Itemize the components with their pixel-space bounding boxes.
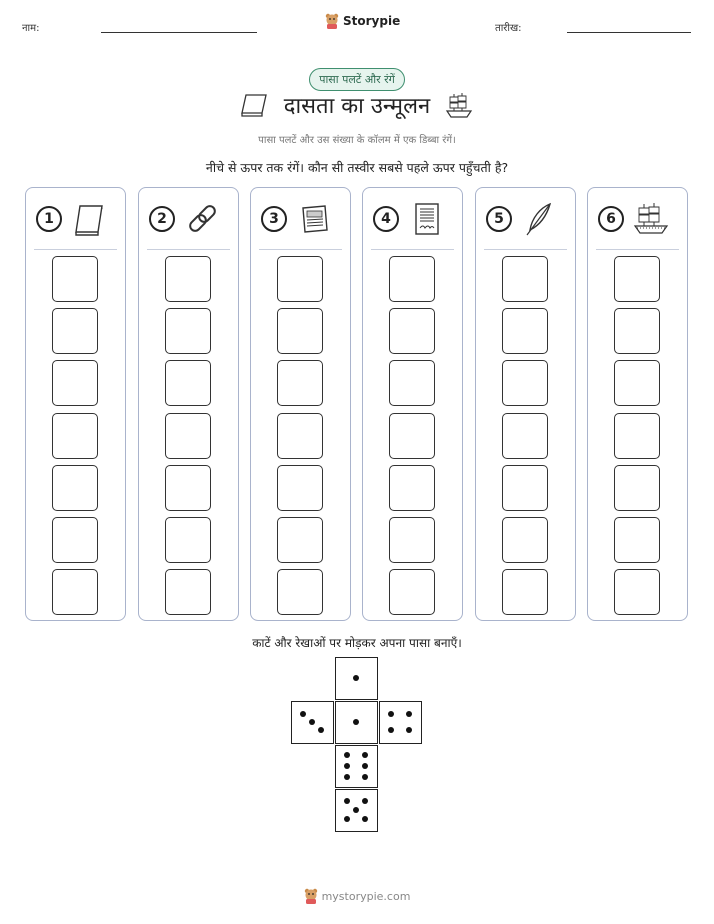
dice-instruction: काटें और रेखाओं पर मोड़कर अपना पासा बनाएँ।	[252, 636, 462, 650]
color-box[interactable]	[389, 569, 435, 615]
dice-pip	[344, 774, 350, 780]
column-divider	[484, 249, 567, 250]
dice-face-3	[291, 701, 334, 744]
color-box[interactable]	[52, 465, 98, 511]
dice-pip	[344, 763, 350, 769]
color-box[interactable]	[502, 517, 548, 563]
color-box[interactable]	[277, 517, 323, 563]
color-box[interactable]	[389, 465, 435, 511]
color-box[interactable]	[52, 517, 98, 563]
color-box[interactable]	[52, 569, 98, 615]
column-divider	[596, 249, 679, 250]
dice-face-6	[335, 745, 378, 788]
instruction-wrapper	[0, 157, 714, 176]
color-box[interactable]	[502, 569, 548, 615]
dice-pip	[344, 816, 350, 822]
page-title: दासता का उन्मूलन	[283, 94, 431, 119]
sailing-ship-icon	[444, 91, 474, 119]
column-number: 3	[261, 206, 287, 232]
color-box[interactable]	[389, 360, 435, 406]
chain-link-icon	[183, 200, 221, 238]
color-box[interactable]	[165, 465, 211, 511]
color-box[interactable]	[614, 308, 660, 354]
name-label: नाम:	[22, 23, 40, 34]
dice-pip	[300, 711, 306, 717]
color-box[interactable]	[165, 569, 211, 615]
color-box[interactable]	[277, 360, 323, 406]
column-divider	[371, 249, 454, 250]
column-3	[250, 187, 351, 621]
color-box[interactable]	[614, 517, 660, 563]
dice-pip	[362, 798, 368, 804]
brand-logo	[325, 13, 400, 29]
column-5	[475, 187, 576, 621]
color-box[interactable]	[614, 569, 660, 615]
dice-pip	[353, 807, 359, 813]
dice-face-1	[335, 657, 378, 700]
bear-mascot-icon	[304, 888, 318, 904]
subtitle: पासा पलटें और उस संख्या के कॉलम में एक डिब्बा रंगें।	[258, 135, 456, 146]
dice-pip	[362, 752, 368, 758]
column-number: 5	[486, 206, 512, 232]
color-box[interactable]	[52, 308, 98, 354]
dice-pip	[344, 752, 350, 758]
bear-mascot-icon	[325, 13, 339, 29]
column-number: 4	[373, 206, 399, 232]
footer	[0, 888, 714, 904]
subtitle-wrapper	[0, 128, 714, 147]
dice-pip	[362, 774, 368, 780]
brand-name: Storypie	[343, 14, 401, 28]
color-box[interactable]	[277, 308, 323, 354]
color-box[interactable]	[614, 465, 660, 511]
column-1	[25, 187, 126, 621]
color-box[interactable]	[165, 413, 211, 459]
color-box[interactable]	[277, 256, 323, 302]
column-number: 6	[598, 206, 624, 232]
color-box[interactable]	[389, 413, 435, 459]
topic-tag: पासा पलटें और रंगें	[309, 68, 405, 91]
color-box[interactable]	[502, 256, 548, 302]
dice-pip	[362, 763, 368, 769]
color-box[interactable]	[389, 308, 435, 354]
dice-instruction-wrapper	[0, 632, 714, 651]
color-box[interactable]	[614, 256, 660, 302]
book-icon	[240, 92, 270, 118]
column-number: 2	[149, 206, 175, 232]
dice-face-1	[335, 701, 378, 744]
dice-face-5	[335, 789, 378, 832]
column-divider	[34, 249, 117, 250]
newspaper-icon	[295, 200, 333, 238]
dice-pip	[344, 798, 350, 804]
color-box[interactable]	[277, 465, 323, 511]
dice-pip	[388, 727, 394, 733]
column-divider	[147, 249, 230, 250]
column-4	[362, 187, 463, 621]
dice-pip	[406, 711, 412, 717]
instruction-text: नीचे से ऊपर तक रंगें। कौन सी तस्वीर सबसे पहले ऊपर पहुँचती है?	[205, 160, 509, 175]
color-box[interactable]	[165, 517, 211, 563]
dice-pip	[406, 727, 412, 733]
date-line[interactable]	[567, 32, 691, 33]
color-box[interactable]	[614, 360, 660, 406]
color-box[interactable]	[52, 256, 98, 302]
dice-face-4	[379, 701, 422, 744]
column-number: 1	[36, 206, 62, 232]
document-icon	[407, 200, 445, 238]
color-box[interactable]	[502, 465, 548, 511]
color-box[interactable]	[502, 308, 548, 354]
color-box[interactable]	[614, 413, 660, 459]
color-box[interactable]	[277, 569, 323, 615]
color-box[interactable]	[502, 360, 548, 406]
dice-pip	[353, 675, 359, 681]
dice-pip	[353, 719, 359, 725]
sailing-ship-icon	[632, 200, 670, 238]
column-6	[587, 187, 688, 621]
color-box[interactable]	[165, 308, 211, 354]
dice-pip	[388, 711, 394, 717]
quill-feather-icon	[520, 200, 558, 238]
name-line[interactable]	[101, 32, 257, 33]
footer-url: mystorypie.com	[321, 889, 411, 903]
dice-pip	[318, 727, 324, 733]
book-icon	[70, 200, 108, 238]
color-box[interactable]	[389, 256, 435, 302]
column-2	[138, 187, 239, 621]
title-row	[0, 90, 714, 120]
color-box[interactable]	[52, 413, 98, 459]
dice-pip	[309, 719, 315, 725]
dice-pip	[362, 816, 368, 822]
tag-wrapper	[0, 68, 714, 91]
date-label: तारीख:	[495, 23, 522, 34]
color-box[interactable]	[165, 256, 211, 302]
color-box[interactable]	[389, 517, 435, 563]
color-box[interactable]	[277, 413, 323, 459]
color-box[interactable]	[165, 360, 211, 406]
color-box[interactable]	[52, 360, 98, 406]
column-divider	[259, 249, 342, 250]
color-box[interactable]	[502, 413, 548, 459]
